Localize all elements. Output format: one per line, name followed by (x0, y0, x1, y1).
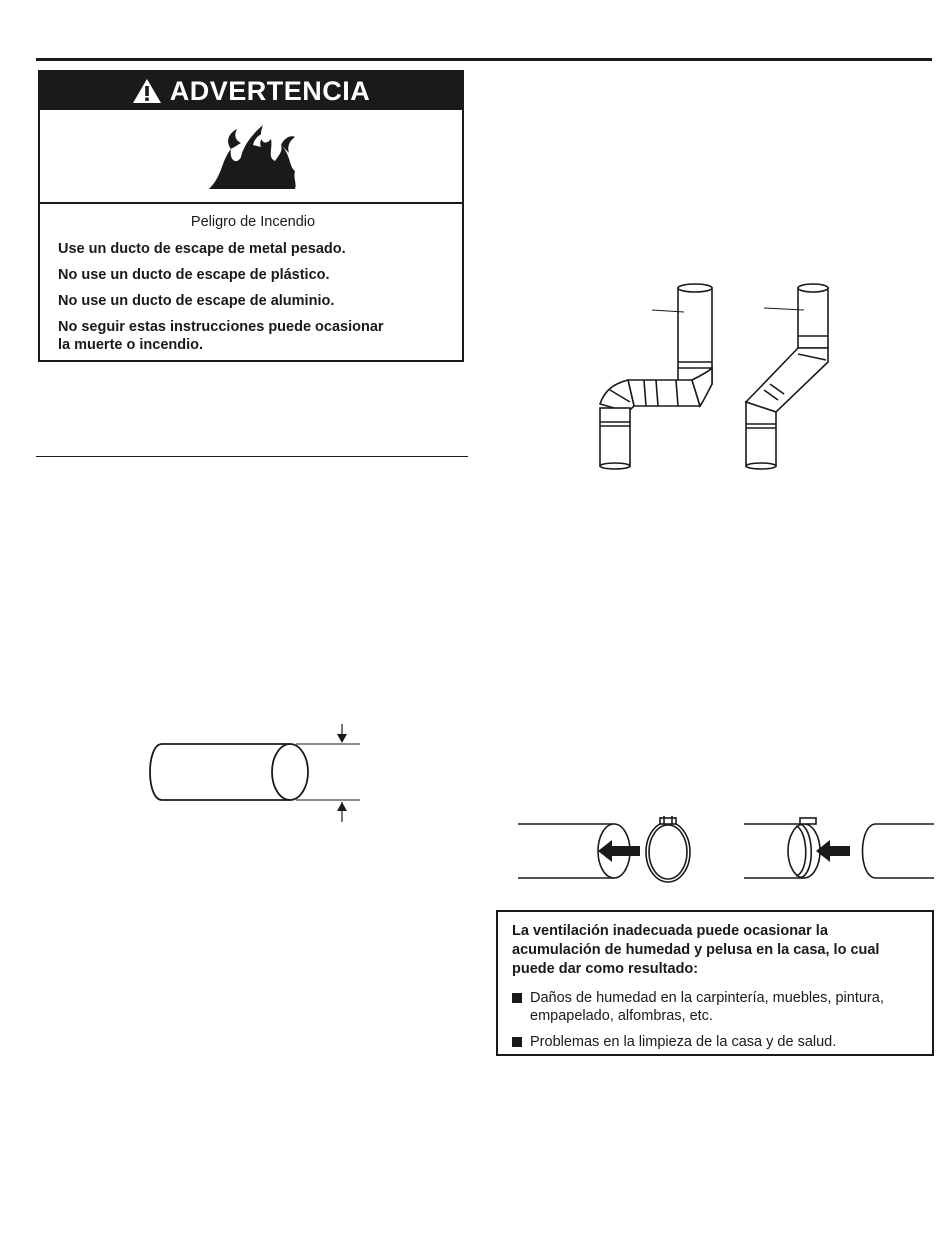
warning-line: No seguir estas instrucciones puede ocasionar la muerte o incendio. (58, 319, 384, 353)
notice-item-text: Daños de humedad en la carpintería, muebles, pintura, empapelado, alfombras, etc. (530, 990, 884, 1024)
top-rule (36, 58, 932, 61)
duct-diameter-diagram (140, 722, 380, 826)
warning-subtitle: Peligro de Incendio (190, 214, 316, 230)
warning-header (40, 72, 462, 110)
warning-line: No use un ducto de escape de plástico. (58, 267, 330, 283)
fire-icon (201, 121, 301, 191)
warning-icon-area (40, 110, 462, 204)
list-item (512, 1033, 920, 1051)
warning-title: ADVERTENCIA (169, 75, 371, 106)
notice-item-text: Problemas en la limpieza de la casa y de salud. (530, 1034, 837, 1050)
section-rule (36, 456, 468, 457)
duct-clamp-diagram (514, 812, 934, 888)
warning-line: No use un ducto de escape de aluminio. (58, 293, 335, 309)
elbow-duct-diagram (580, 280, 870, 470)
warning-line: Use un ducto de escape de metal pesado. (58, 241, 346, 257)
list-item (512, 989, 920, 1025)
warning-body (40, 204, 462, 354)
warning-triangle-icon (132, 78, 162, 104)
notice-box (496, 910, 934, 1056)
notice-heading: La ventilación inadecuada puede ocasionar la acumulación de humedad y pelusa en la casa, lo cual puede dar como resultado: (512, 923, 880, 977)
square-bullet-icon (512, 1037, 522, 1047)
square-bullet-icon (512, 993, 522, 1003)
warning-box (38, 70, 464, 362)
